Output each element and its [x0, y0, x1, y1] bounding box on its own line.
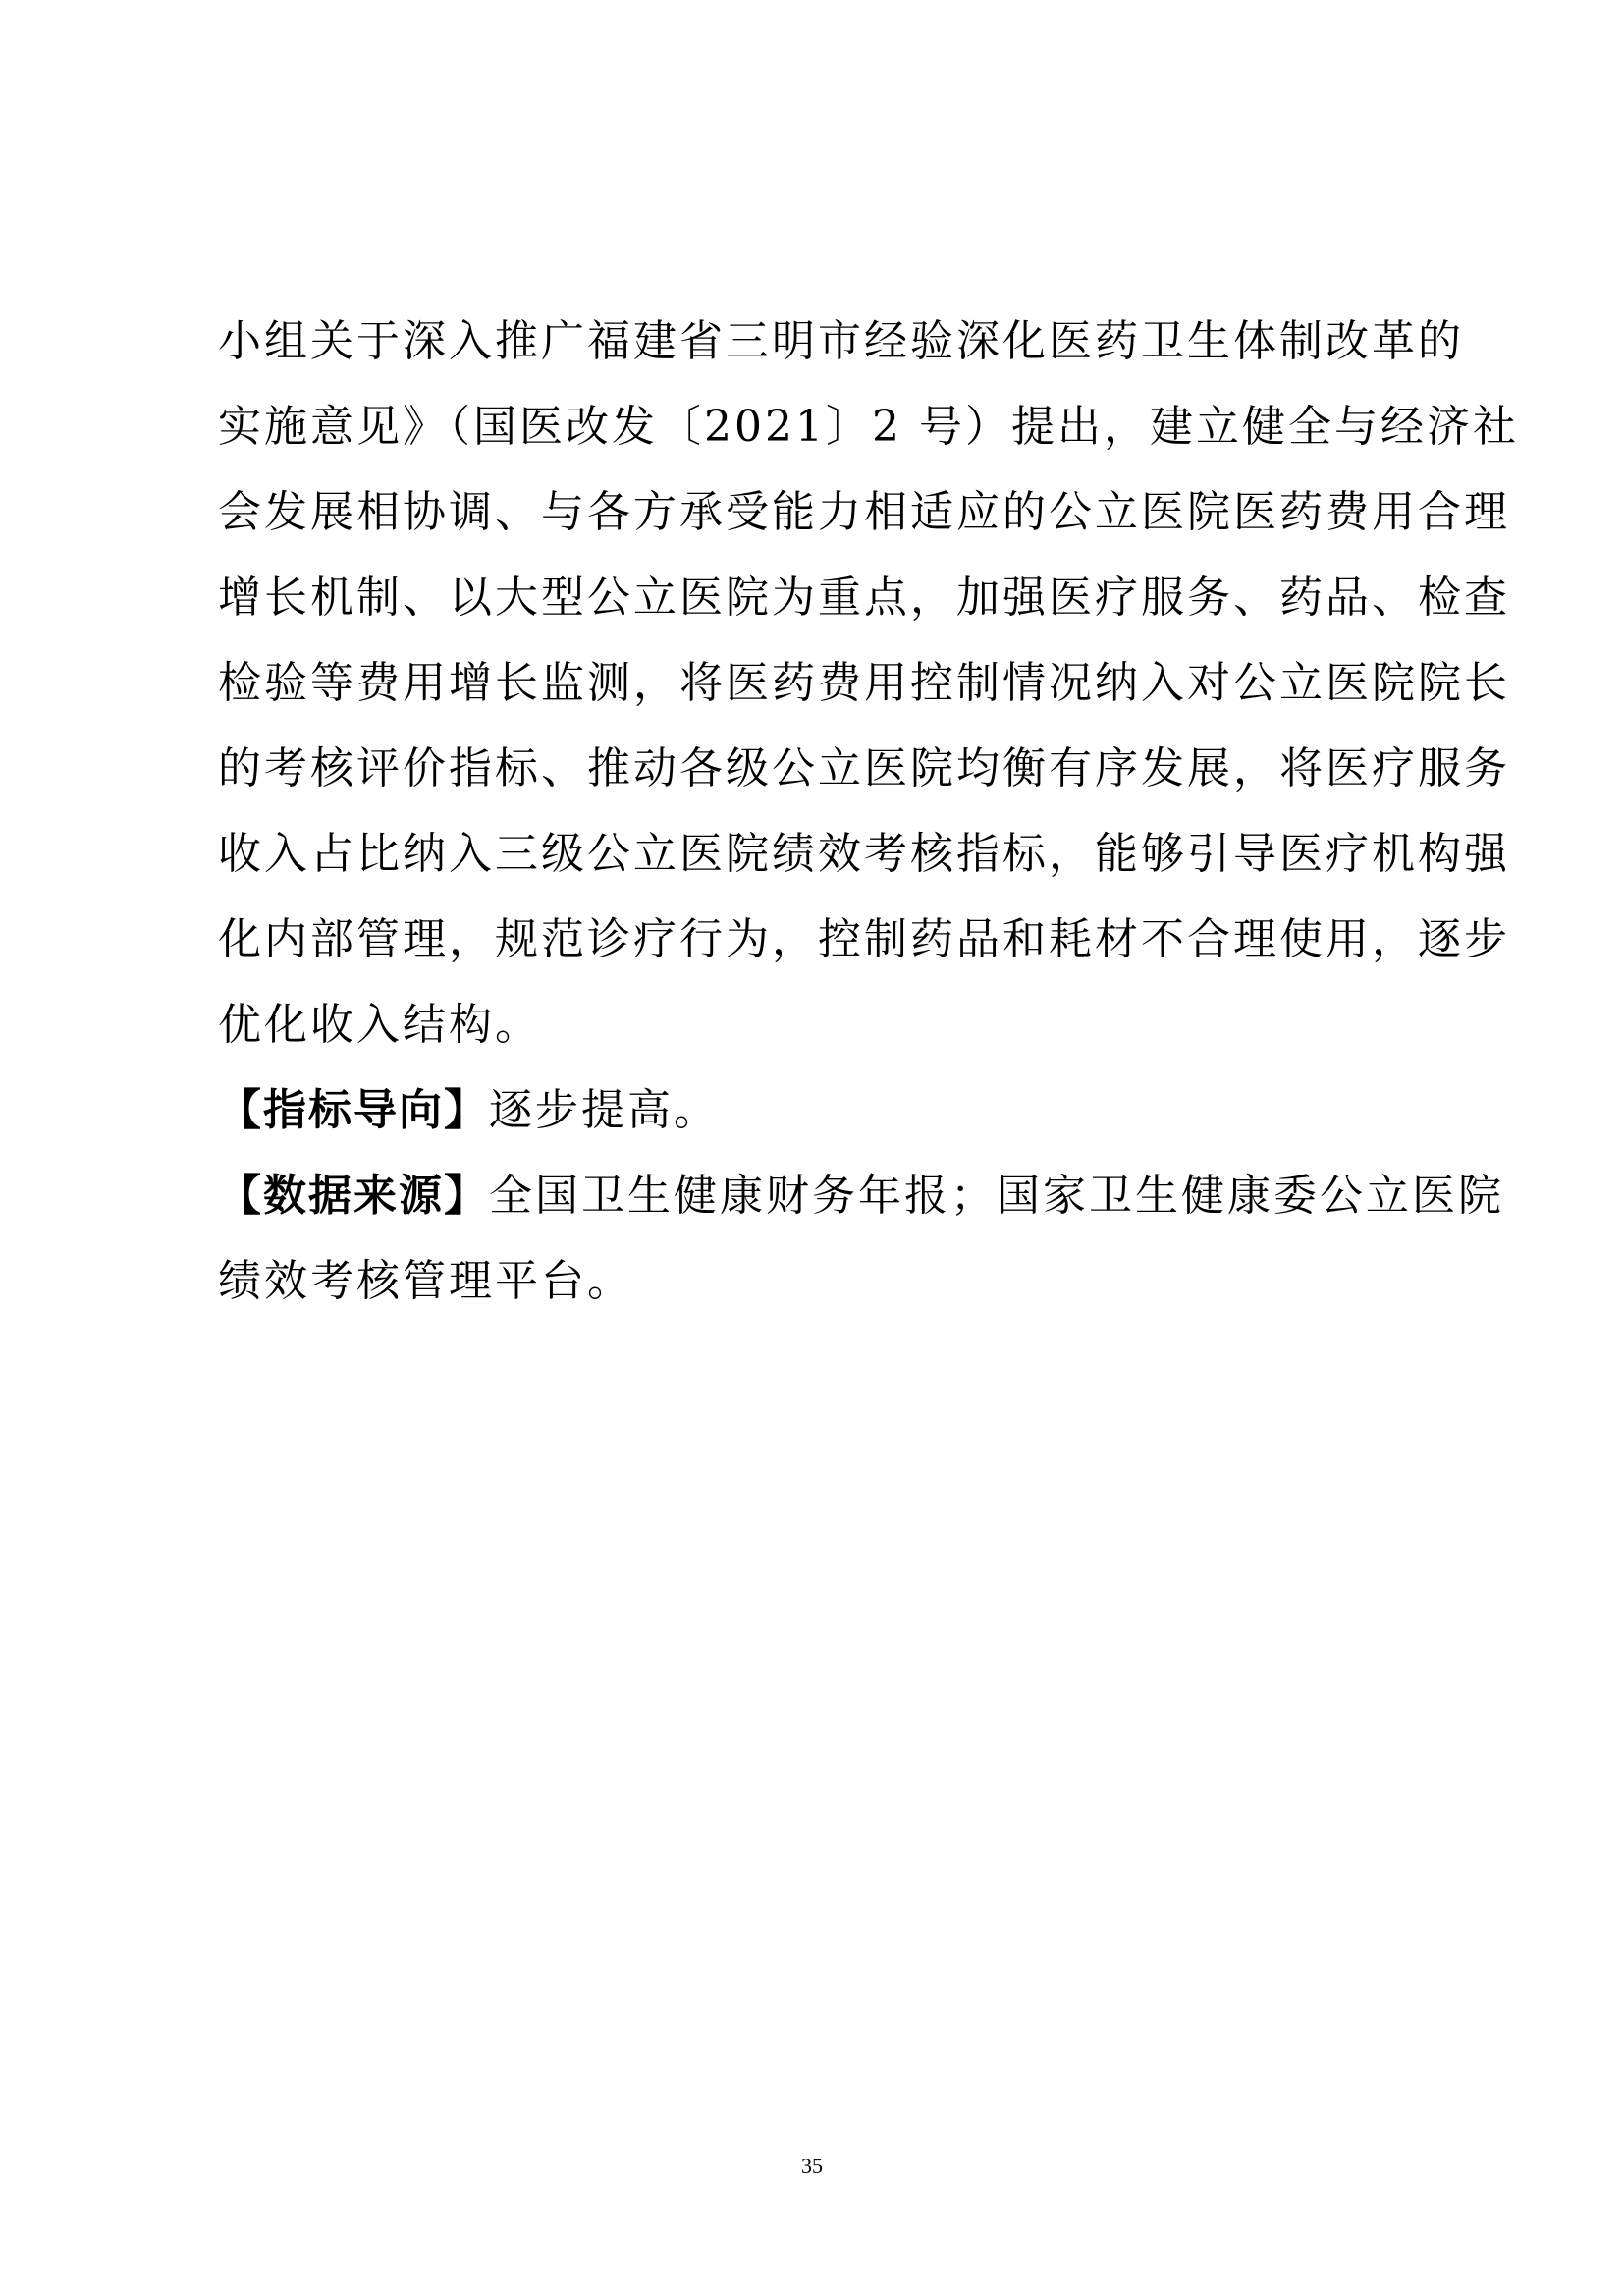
paragraph-line: 检验等费用增长监测，将医药费用控制情况纳入对公立医院院长 [218, 658, 1510, 708]
paragraph-line: 增长机制、以大型公立医院为重点，加强医疗服务、药品、检查 [218, 573, 1510, 623]
data-source-text: 全国卫生健康财务年报；国家卫生健康委公立医院 [489, 1171, 1504, 1221]
body-text [218, 299, 1519, 1324]
paragraph-line: 会发展相协调、与各方承受能力相适应的公立医院医药费用合理 [218, 487, 1510, 537]
paragraph-line: 小组关于深入推广福建省三明市经验深化医药卫生体制改革的 [218, 316, 1464, 366]
paragraph-line: 化内部管理，规范诊疗行为，控制药品和耗材不合理使用，逐步 [218, 914, 1510, 964]
paragraph-line: 收入占比纳入三级公立医院绩效考核指标，能够引导医疗机构强 [218, 829, 1510, 879]
indicator-direction [218, 1067, 1435, 1153]
data-source-label: 【数据来源】 [218, 1171, 489, 1221]
indicator-direction-text: 逐步提高。 [489, 1085, 720, 1135]
page-number: 35 [801, 2154, 823, 2178]
paragraph-line: 的考核评价指标、推动各级公立医院均衡有序发展，将医疗服务 [218, 743, 1510, 793]
paragraph-line: 优化收入结构。 [218, 1000, 541, 1050]
data-source-continued: 绩效考核管理平台。 [218, 1256, 633, 1306]
data-source [218, 1153, 1504, 1238]
paragraph-line: 实施意见》（国医改发〔2021〕2 号）提出，建立健全与经济社 [218, 402, 1519, 452]
indicator-direction-label: 【指标导向】 [218, 1085, 489, 1135]
